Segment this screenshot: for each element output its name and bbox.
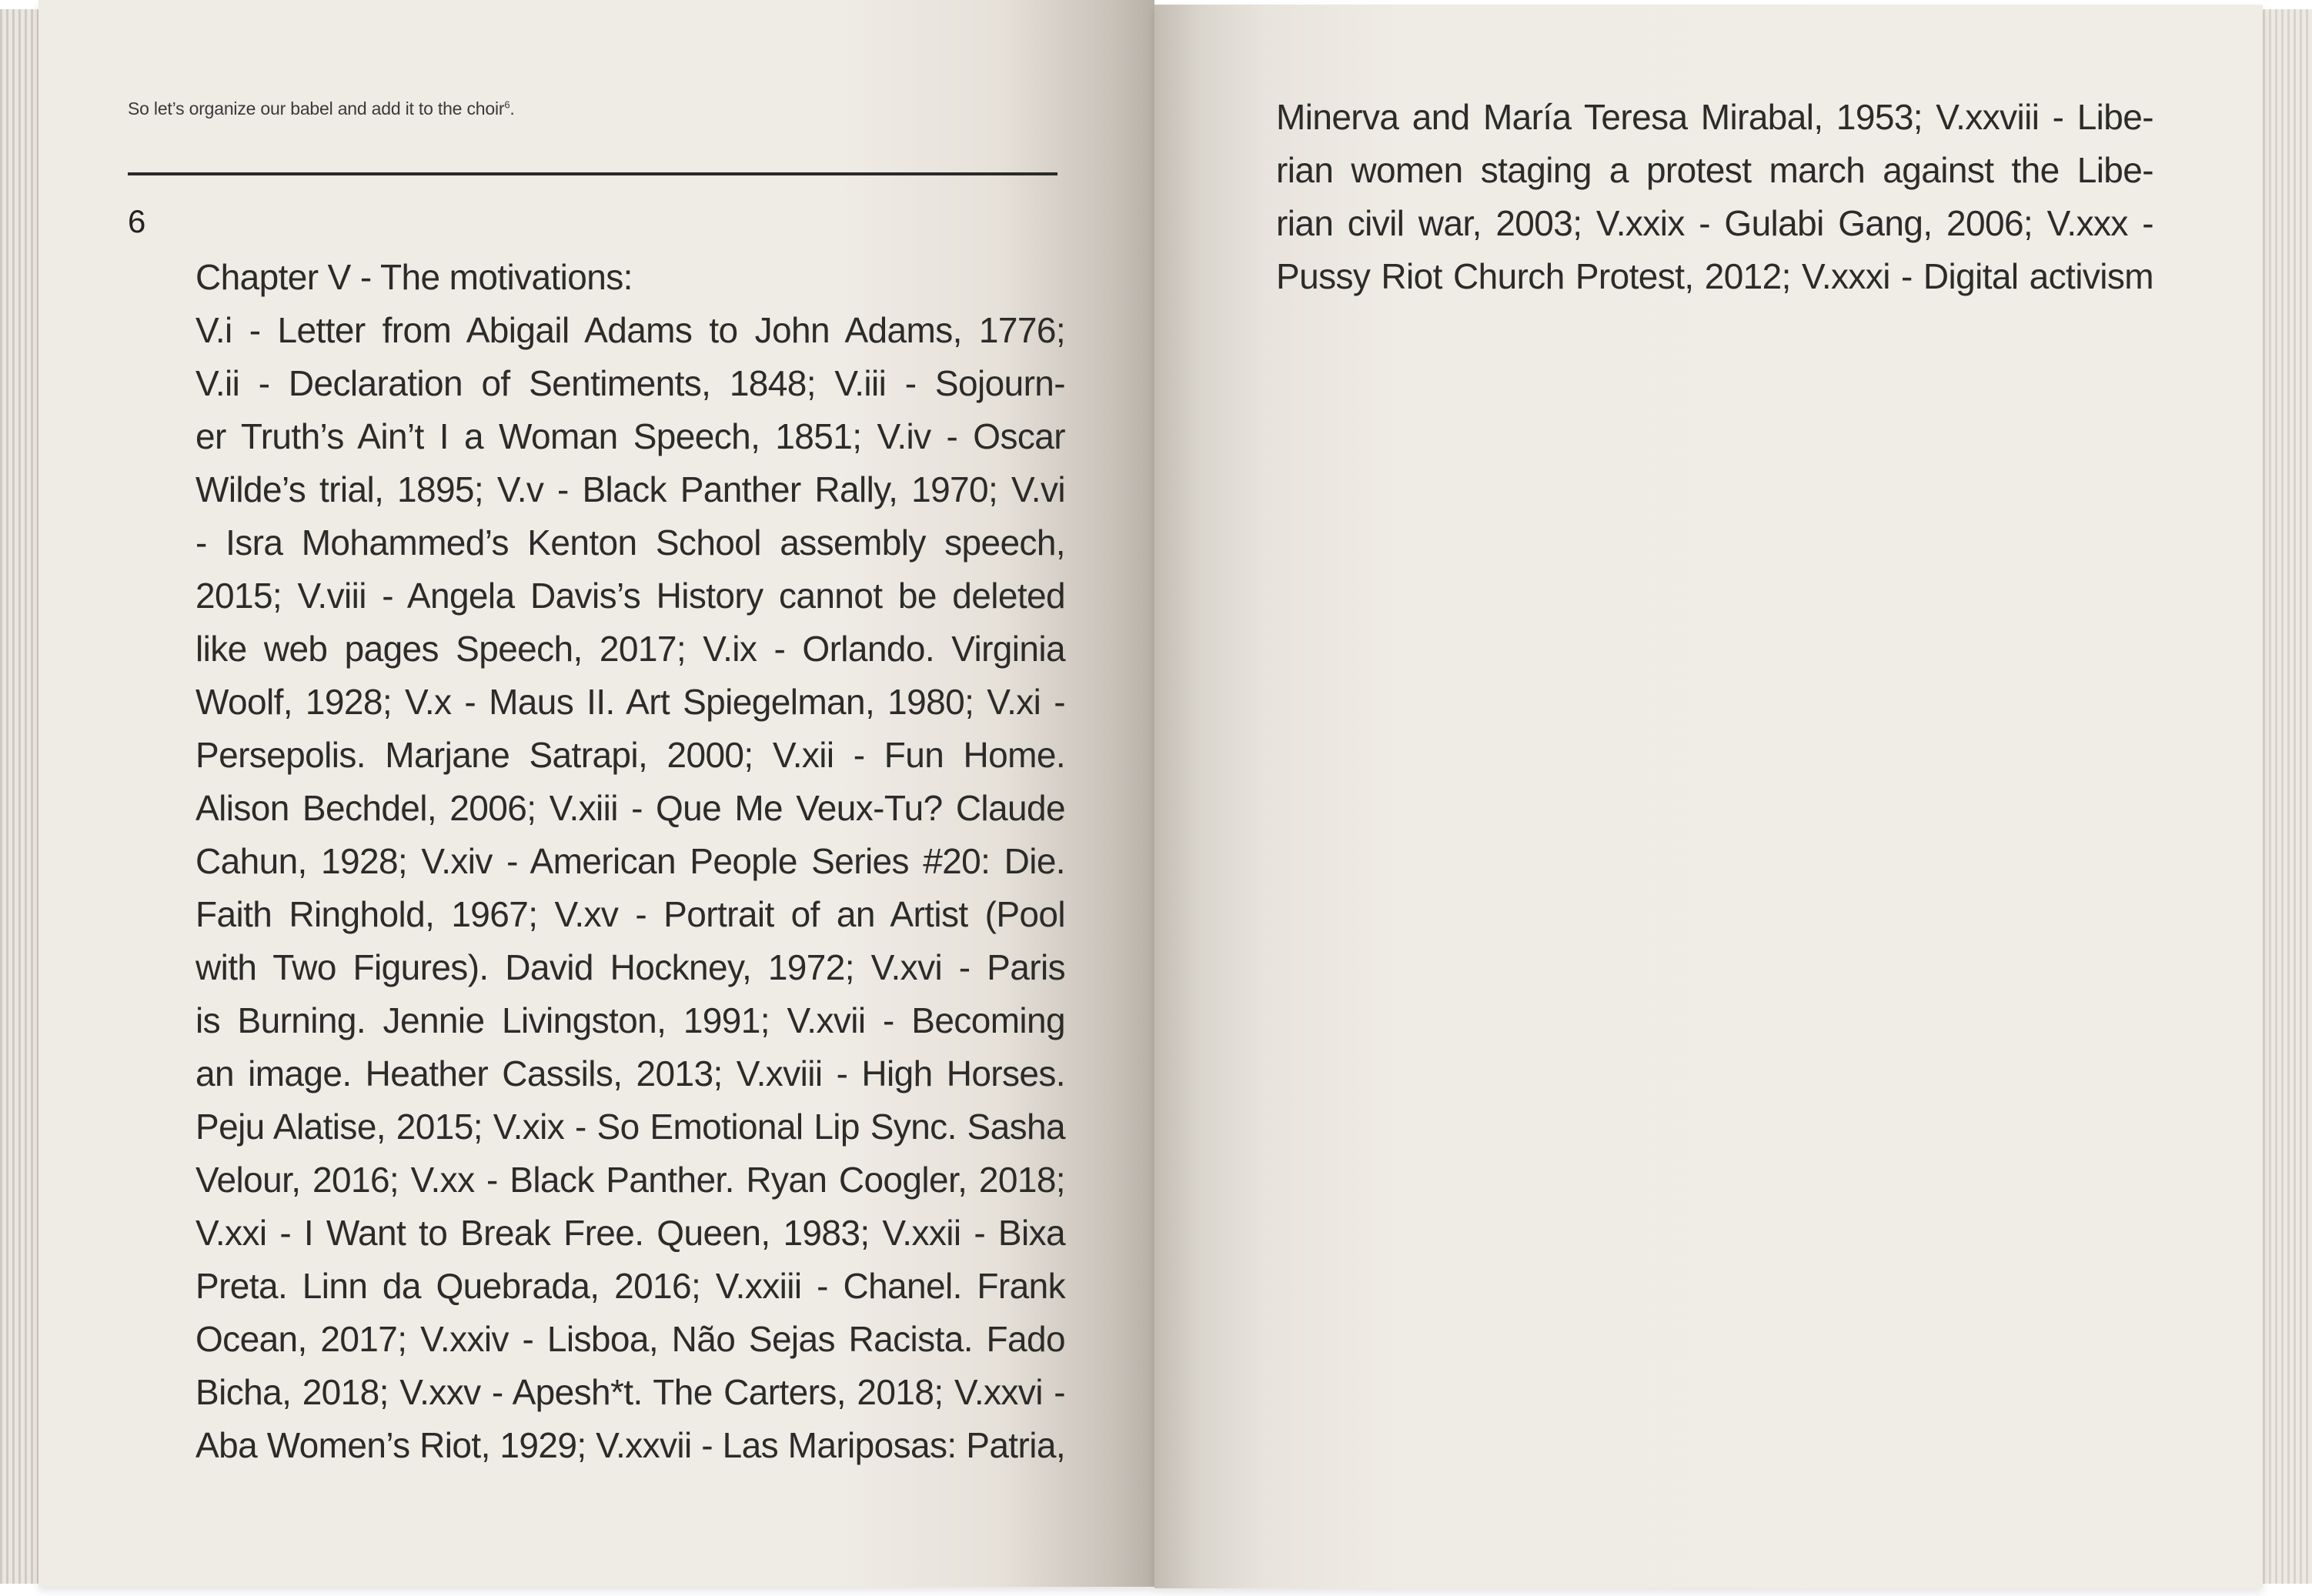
running-head-text: So let’s organize our babel and add it to the choir xyxy=(128,98,505,119)
text-line: an image. Heather Cassils, 2013; V.xviii - High Horses. xyxy=(195,1053,1065,1093)
text-line: er Truth’s Ain’t I a Woman Speech, 1851; V.iv - Oscar xyxy=(195,416,1065,456)
text-line: Pussy Riot Church Protest, 2012; V.xxxi - Digital activism xyxy=(1276,256,2153,296)
text-line: Faith Ringhold, 1967; V.xv - Portrait of an Artist (Pool xyxy=(195,894,1065,934)
text-line: Bicha, 2018; V.xxv - Apesh*t. The Carters, 2018; V.xxvi - xyxy=(195,1372,1065,1412)
text-line: Cahun, 1928; V.xiv - American People Series #20: Die. xyxy=(195,841,1065,881)
text-line: - Isra Mohammed’s Kenton School assembly speech, xyxy=(195,523,1065,563)
text-line: Ocean, 2017; V.xxiv - Lisboa, Não Sejas Racista. Fado xyxy=(195,1319,1065,1359)
text-line: V.i - Letter from Abigail Adams to John Adams, 1776; xyxy=(195,310,1065,350)
text-line: 2015; V.viii - Angela Davis’s History cannot be deleted xyxy=(195,576,1065,616)
running-head: So let’s organize our babel and add it to the choir$^6$. xyxy=(128,98,515,119)
text-line: like web pages Speech, 2017; V.ix - Orlando. Virginia xyxy=(195,629,1065,669)
text-line: Minerva and María Teresa Mirabal, 1953; V.xxviii - Libe- xyxy=(1276,97,2153,137)
text-line: Wilde’s trial, 1895; V.v - Black Panther Rally, 1970; V.vi xyxy=(195,469,1065,509)
text-line: rian civil war, 2003; V.xxix - Gulabi Gang, 2006; V.xxx - xyxy=(1276,203,2153,243)
text-line: rian women staging a protest march against the Libe- xyxy=(1276,150,2153,190)
right-page-text xyxy=(1276,91,2153,303)
text-line: Alison Bechdel, 2006; V.xiii - Que Me Veux-Tu? Claude xyxy=(195,788,1065,828)
text-line: Peju Alatise, 2015; V.xix - So Emotional Lip Sync. Sasha xyxy=(195,1107,1065,1147)
text-line: is Burning. Jennie Livingston, 1991; V.xvii - Becoming xyxy=(195,1000,1065,1040)
text-line: Aba Women’s Riot, 1929; V.xxvii - Las Mariposas: Patria, xyxy=(195,1425,1065,1465)
footnote-reference: 6 xyxy=(504,98,510,111)
text-line: Persepolis. Marjane Satrapi, 2000; V.xii - Fun Home. xyxy=(195,735,1065,775)
text-line: V.ii - Declaration of Sentiments, 1848; V.iii - Sojourn- xyxy=(195,363,1065,403)
text-line: Woolf, 1928; V.x - Maus II. Art Spiegelman, 1980; V.xi - xyxy=(195,682,1065,722)
footnote-number: 6 xyxy=(128,203,146,239)
text-line: V.xxi - I Want to Break Free. Queen, 1983; V.xxii - Bixa xyxy=(195,1213,1065,1253)
footnote-rule xyxy=(128,172,1057,175)
text-line: with Two Figures). David Hockney, 1972; V.xvi - Paris xyxy=(195,947,1065,987)
chapter-heading: Chapter V - The motivations: xyxy=(195,257,633,297)
text-line: Velour, 2016; V.xx - Black Panther. Ryan Coogler, 2018; xyxy=(195,1160,1065,1200)
text-line: Preta. Linn da Quebrada, 2016; V.xxiii - Chanel. Frank xyxy=(195,1266,1065,1306)
left-page-text xyxy=(195,251,1065,1472)
